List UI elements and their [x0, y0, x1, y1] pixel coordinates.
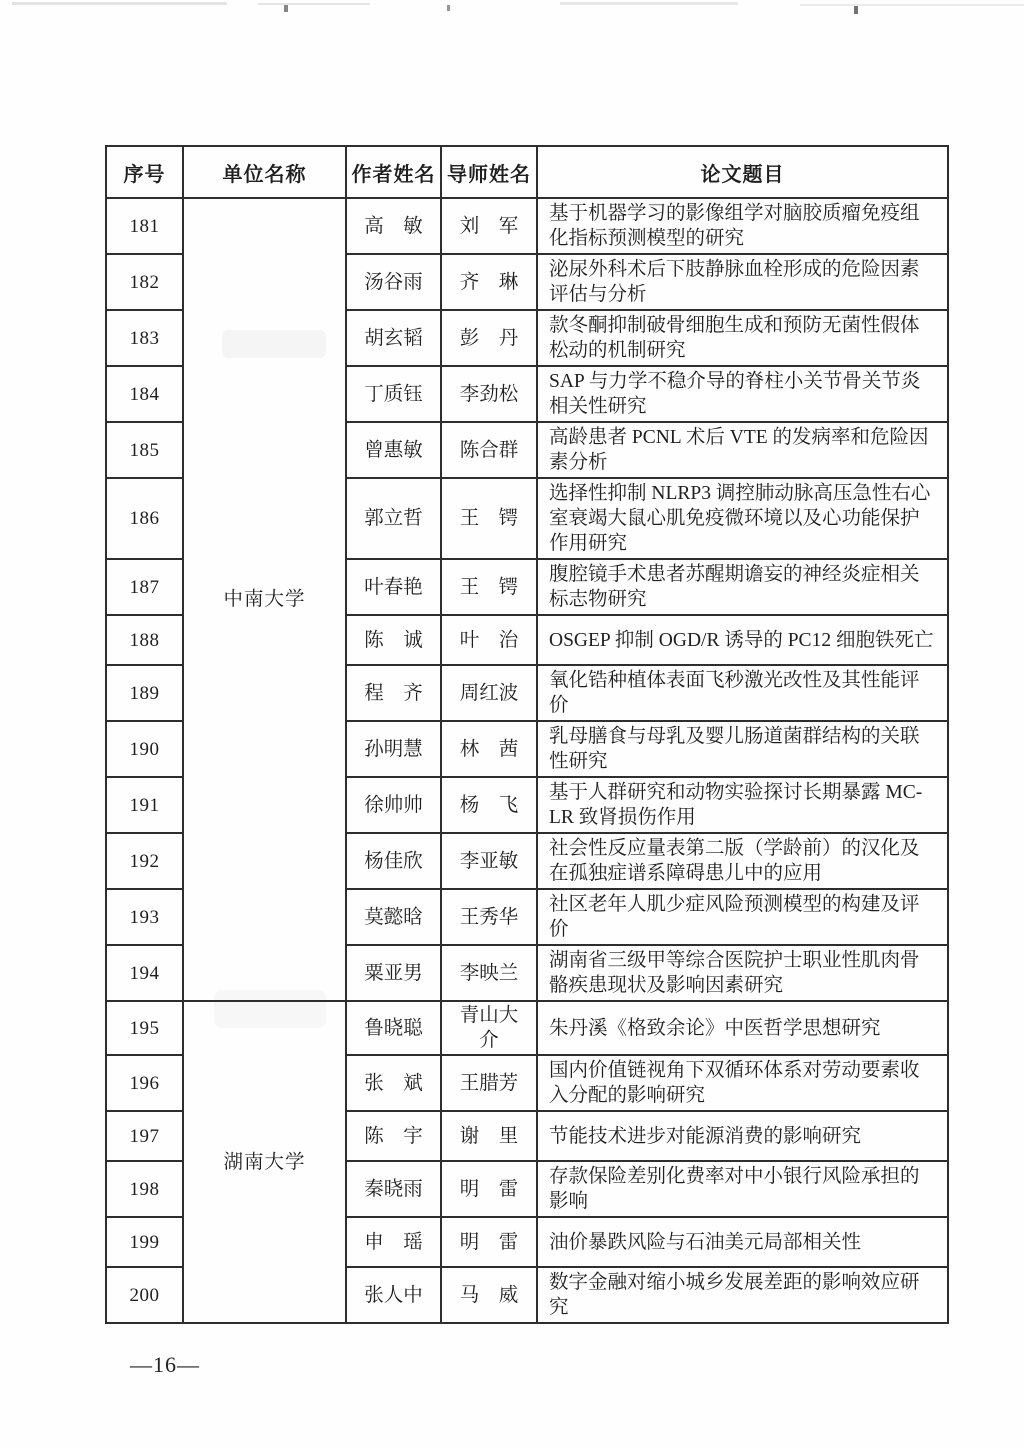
advisor-cell: 王 锷 [441, 559, 537, 615]
advisor-cell: 明 雷 [441, 1161, 537, 1217]
table-row [106, 1001, 948, 1055]
advisor-cell: 明 雷 [441, 1217, 537, 1267]
title-cell: 油价暴跌风险与石油美元局部相关性 [537, 1217, 948, 1267]
author-cell: 胡玄韬 [346, 310, 441, 366]
title-cell: 社区老年人肌少症风险预测模型的构建及评价 [537, 889, 948, 945]
author-cell: 叶春艳 [346, 559, 441, 615]
advisor-cell: 王 锷 [441, 478, 537, 559]
scan-artifact [284, 5, 288, 12]
serial-cell: 192 [106, 833, 183, 889]
serial-cell: 199 [106, 1217, 183, 1267]
author-cell: 丁质钰 [346, 366, 441, 422]
serial-cell: 195 [106, 1001, 183, 1055]
serial-cell: 196 [106, 1055, 183, 1111]
author-cell: 粟亚男 [346, 945, 441, 1001]
scan-artifact [258, 3, 370, 5]
serial-cell: 186 [106, 478, 183, 559]
title-cell: 节能技术进步对能源消费的影响研究 [537, 1111, 948, 1161]
advisor-cell: 叶 治 [441, 615, 537, 665]
advisor-cell: 李劲松 [441, 366, 537, 422]
title-cell: 乳母膳食与母乳及婴儿肠道菌群结构的关联性研究 [537, 721, 948, 777]
column-header-no: 序号 [106, 146, 183, 198]
author-cell: 汤谷雨 [346, 254, 441, 310]
title-cell: 基于机器学习的影像组学对脑胶质瘤免疫组化指标预测模型的研究 [537, 198, 948, 254]
title-cell: 朱丹溪《格致余论》中医哲学思想研究 [537, 1001, 948, 1055]
title-cell: 高龄患者 PCNL 术后 VTE 的发病率和危险因素分析 [537, 422, 948, 478]
serial-cell: 182 [106, 254, 183, 310]
scan-artifact [12, 2, 227, 5]
title-cell: 腹腔镜手术患者苏醒期谵妄的神经炎症相关标志物研究 [537, 559, 948, 615]
serial-cell: 197 [106, 1111, 183, 1161]
advisor-cell: 杨 飞 [441, 777, 537, 833]
serial-cell: 188 [106, 615, 183, 665]
title-cell: 湖南省三级甲等综合医院护士职业性肌肉骨骼疾患现状及影响因素研究 [537, 945, 948, 1001]
author-cell: 郭立哲 [346, 478, 441, 559]
thesis-table-body [106, 198, 948, 1323]
author-cell: 陈 诚 [346, 615, 441, 665]
advisor-cell: 谢 里 [441, 1111, 537, 1161]
title-cell: 存款保险差别化费率对中小银行风险承担的影响 [537, 1161, 948, 1217]
advisor-cell: 齐 琳 [441, 254, 537, 310]
serial-cell: 198 [106, 1161, 183, 1217]
serial-cell: 193 [106, 889, 183, 945]
advisor-cell: 刘 军 [441, 198, 537, 254]
advisor-cell: 彭 丹 [441, 310, 537, 366]
serial-cell: 189 [106, 665, 183, 721]
table-row [106, 198, 948, 254]
title-cell: OSGEP 抑制 OGD/R 诱导的 PC12 细胞铁死亡 [537, 615, 948, 665]
serial-cell: 183 [106, 310, 183, 366]
university-cell: 湖南大学 [183, 1001, 346, 1323]
author-cell: 徐帅帅 [346, 777, 441, 833]
title-cell: 泌尿外科术后下肢静脉血栓形成的危险因素评估与分析 [537, 254, 948, 310]
advisor-cell: 林 茜 [441, 721, 537, 777]
advisor-cell: 王腊芳 [441, 1055, 537, 1111]
advisor-cell: 李亚敏 [441, 833, 537, 889]
scan-artifact [800, 4, 1024, 6]
author-cell: 鲁晓聪 [346, 1001, 441, 1055]
author-cell: 曾惠敏 [346, 422, 441, 478]
scan-artifact [854, 6, 858, 14]
serial-cell: 194 [106, 945, 183, 1001]
title-cell: 选择性抑制 NLRP3 调控肺动脉高压急性右心室衰竭大鼠心肌免疫微环境以及心功能保护作用研究 [537, 478, 948, 559]
author-cell: 高 敏 [346, 198, 441, 254]
advisor-cell: 青山大介 [441, 1001, 537, 1055]
author-cell: 秦晓雨 [346, 1161, 441, 1217]
serial-cell: 181 [106, 198, 183, 254]
advisor-cell: 马 威 [441, 1267, 537, 1323]
author-cell: 孙明慧 [346, 721, 441, 777]
advisor-cell: 王秀华 [441, 889, 537, 945]
title-cell: 款冬酮抑制破骨细胞生成和预防无菌性假体松动的机制研究 [537, 310, 948, 366]
author-cell: 程 齐 [346, 665, 441, 721]
serial-cell: 184 [106, 366, 183, 422]
university-cell: 中南大学 [183, 198, 346, 1001]
scan-artifact [447, 5, 450, 11]
column-header-title: 论文题目 [537, 146, 948, 198]
title-cell: 社会性反应量表第二版（学龄前）的汉化及在孤独症谱系障碍患儿中的应用 [537, 833, 948, 889]
serial-cell: 185 [106, 422, 183, 478]
title-cell: 氧化锆种植体表面飞秒激光改性及其性能评价 [537, 665, 948, 721]
serial-cell: 191 [106, 777, 183, 833]
scan-artifact [560, 2, 738, 5]
author-cell: 张 斌 [346, 1055, 441, 1111]
column-header-author: 作者姓名 [346, 146, 441, 198]
advisor-cell: 陈合群 [441, 422, 537, 478]
advisor-cell: 李映兰 [441, 945, 537, 1001]
column-header-advisor: 导师姓名 [441, 146, 537, 198]
serial-cell: 187 [106, 559, 183, 615]
title-cell: 基于人群研究和动物实验探讨长期暴露 MC-LR 致肾损伤作用 [537, 777, 948, 833]
title-cell: 国内价值链视角下双循环体系对劳动要素收入分配的影响研究 [537, 1055, 948, 1111]
advisor-cell: 周红波 [441, 665, 537, 721]
title-cell: SAP 与力学不稳介导的脊柱小关节骨关节炎相关性研究 [537, 366, 948, 422]
column-header-university: 单位名称 [183, 146, 346, 198]
thesis-table [105, 145, 949, 1324]
author-cell: 张人中 [346, 1267, 441, 1323]
author-cell: 杨佳欣 [346, 833, 441, 889]
thesis-table-head [106, 146, 948, 198]
author-cell: 申 瑶 [346, 1217, 441, 1267]
author-cell: 陈 宇 [346, 1111, 441, 1161]
page-number: —16— [130, 1352, 200, 1377]
title-cell: 数字金融对缩小城乡发展差距的影响效应研究 [537, 1267, 948, 1323]
serial-cell: 200 [106, 1267, 183, 1323]
serial-cell: 190 [106, 721, 183, 777]
table-header-row [106, 146, 948, 198]
author-cell: 莫懿晗 [346, 889, 441, 945]
